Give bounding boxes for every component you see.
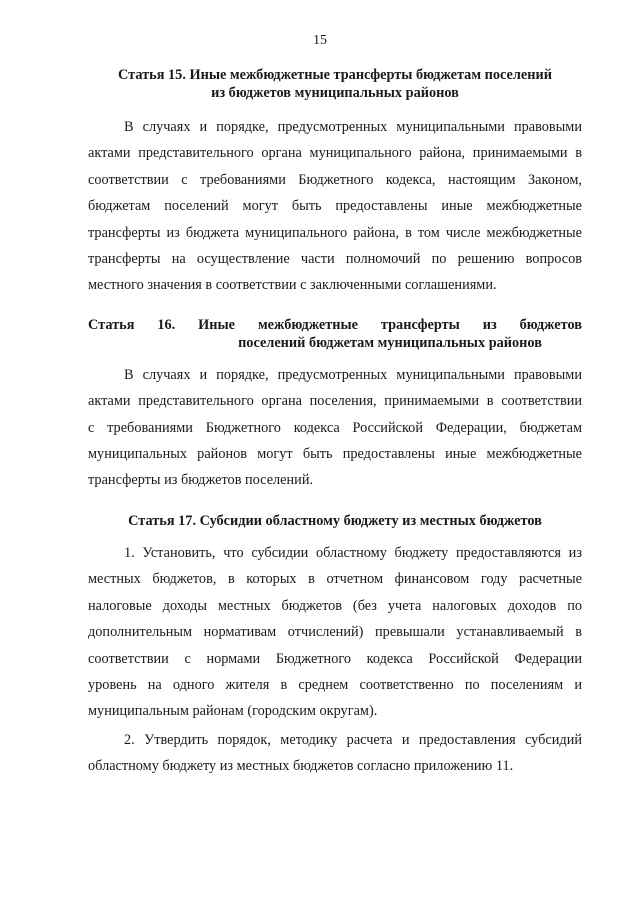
article-16-heading-line-1: Статья 16. Иные межбюджетные трансферты из бюджетов [88,316,582,333]
paragraph-line: местного значения в соответствии с заключенными соглашениями. [88,277,497,294]
paragraph-line: В случаях и порядке, предусмотренных муниципальными правовыми [124,366,582,383]
document-body [88,66,582,780]
page-number: 15 [313,33,327,48]
article-15-heading [88,66,582,102]
paragraph-line: соответствии с требованиями Бюджетного кодекса, настоящим Законом, [88,171,582,188]
paragraph-line: соответствии с нормами Бюджетного кодекса Российской Федерации [88,650,582,667]
paragraph-line: актами представительного органа муниципального района, принимаемыми в [88,145,582,162]
paragraph-line: трансферты на осуществление части полномочий по решению вопросов [88,251,582,268]
paragraph-line: областному бюджету из местных бюджетов согласно приложению 11. [88,758,514,775]
paragraph-line: 2. Утвердить порядок, методику расчета и предоставления субсидий [124,731,582,748]
article-15-heading-line-1: Статья 15. Иные межбюджетные трансферты бюджетам поселений [118,67,552,83]
paragraph-line: местных бюджетов, в которых в отчетном финансовом году расчетные [88,571,582,588]
paragraph-line: актами представительного органа поселения, принимаемыми в соответствии [88,393,582,410]
paragraph-line: В случаях и порядке, предусмотренных муниципальными правовыми [124,119,582,135]
article-17-heading: Статья 17. Субсидии областному бюджету из местных бюджетов [128,512,542,529]
paragraph-line: с требованиями Бюджетного кодекса Российской Федерации, бюджетам [88,419,582,436]
article-16-heading [88,316,582,352]
article-15-heading-line-2: из бюджетов муниципальных районов [211,85,459,101]
article-17-paragraph-1 [88,540,582,725]
paragraph-line: муниципальных районов могут быть предоставлены иные межбюджетные [88,446,582,463]
article-16-heading-line-2: поселений бюджетам муниципальных районов [238,334,542,351]
paragraph-line: трансферты из бюджета муниципального района, в том числе межбюджетные [88,224,582,241]
article-15-paragraph [88,114,582,299]
paragraph-line: уровень на одного жителя в среднем соответственно по поселениям и [88,676,582,693]
paragraph-line: налоговые доходы местных бюджетов (без учета налоговых доходов по [88,597,582,614]
paragraph-line: трансферты из бюджетов поселений. [88,472,314,489]
paragraph-line: дополнительным нормативам отчислений) превышали устанавливаемый в [88,624,582,641]
article-16-paragraph [88,362,582,494]
article-17-paragraph-2 [88,727,582,780]
paragraph-line: муниципальным районам (городским округам). [88,703,378,720]
paragraph-line: бюджетам поселений могут быть предоставлены иные межбюджетные [88,198,582,215]
paragraph-line: 1. Установить, что субсидии областному бюджету предоставляются из [124,544,582,561]
